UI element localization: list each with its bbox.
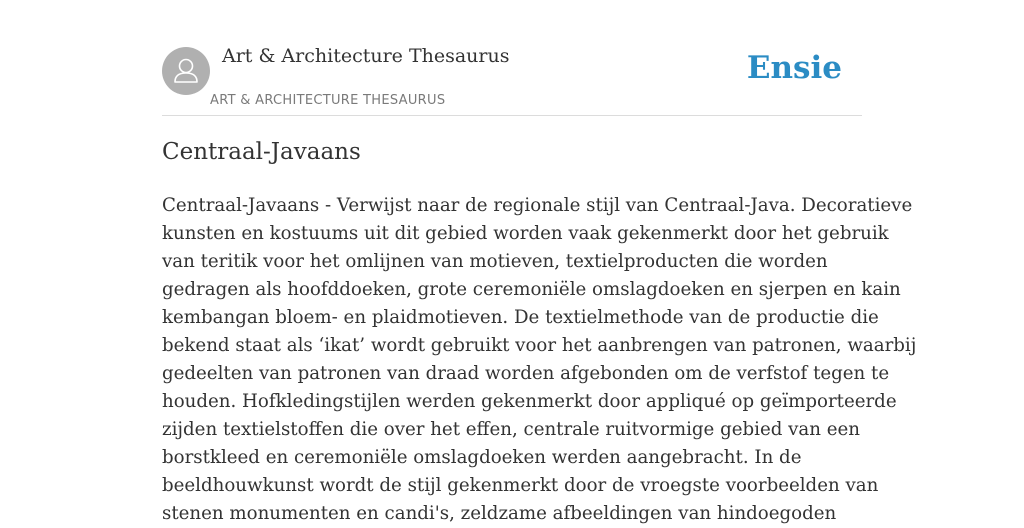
article-body xyxy=(162,192,917,528)
article-title: Centraal-Javaans xyxy=(162,139,361,165)
article-text-line: van teritik voor het omlijnen van motieven, textielproducten die worden xyxy=(162,251,828,272)
user-icon xyxy=(162,47,210,95)
author-category[interactable]: ART & ARCHITECTURE THESAURUS xyxy=(210,93,446,108)
article-text-line: Centraal-Javaans - Verwijst naar de regionale stijl van Centraal-Java. Decoratieve xyxy=(162,195,913,216)
ensie-logo[interactable]: Ensie xyxy=(746,50,842,86)
article-text-line: gedragen als hoofddoeken, grote ceremoniële omslagdoeken en sjerpen en kain xyxy=(162,279,901,300)
article-text-line: borstkleed en ceremoniële omslagdoeken werden aangebracht. In de xyxy=(162,447,802,468)
article-text-line: stenen monumenten en candi's, zeldzame afbeeldingen van hindoegoden xyxy=(162,503,837,524)
article-text-line: houden. Hofkledingstijlen werden gekenmerkt door appliqué op geïmporteerde xyxy=(162,391,897,412)
author-avatar[interactable] xyxy=(162,47,210,95)
article-text-line: kembangan bloem- en plaidmotieven. De textielmethode van de productie die xyxy=(162,307,879,328)
author-name[interactable]: Art & Architecture Thesaurus xyxy=(222,45,510,67)
article-text-line: kunsten en kostuums uit dit gebied worden vaak gekenmerkt door het gebruik xyxy=(162,223,889,244)
article-text-line: zijden textielstoffen die over het effen, centrale ruitvormige gebied van een xyxy=(162,419,860,440)
article-text-line: gedeelten van patronen van draad worden afgebonden om de verfstof tegen te xyxy=(162,363,890,384)
article-text-line: beeldhouwkunst wordt de stijl gekenmerkt door de vroegste voorbeelden van xyxy=(162,475,879,496)
article-text-line: bekend staat als ‘ikat’ wordt gebruikt voor het aanbrengen van patronen, waarbij xyxy=(162,335,917,356)
article-header xyxy=(162,0,862,116)
